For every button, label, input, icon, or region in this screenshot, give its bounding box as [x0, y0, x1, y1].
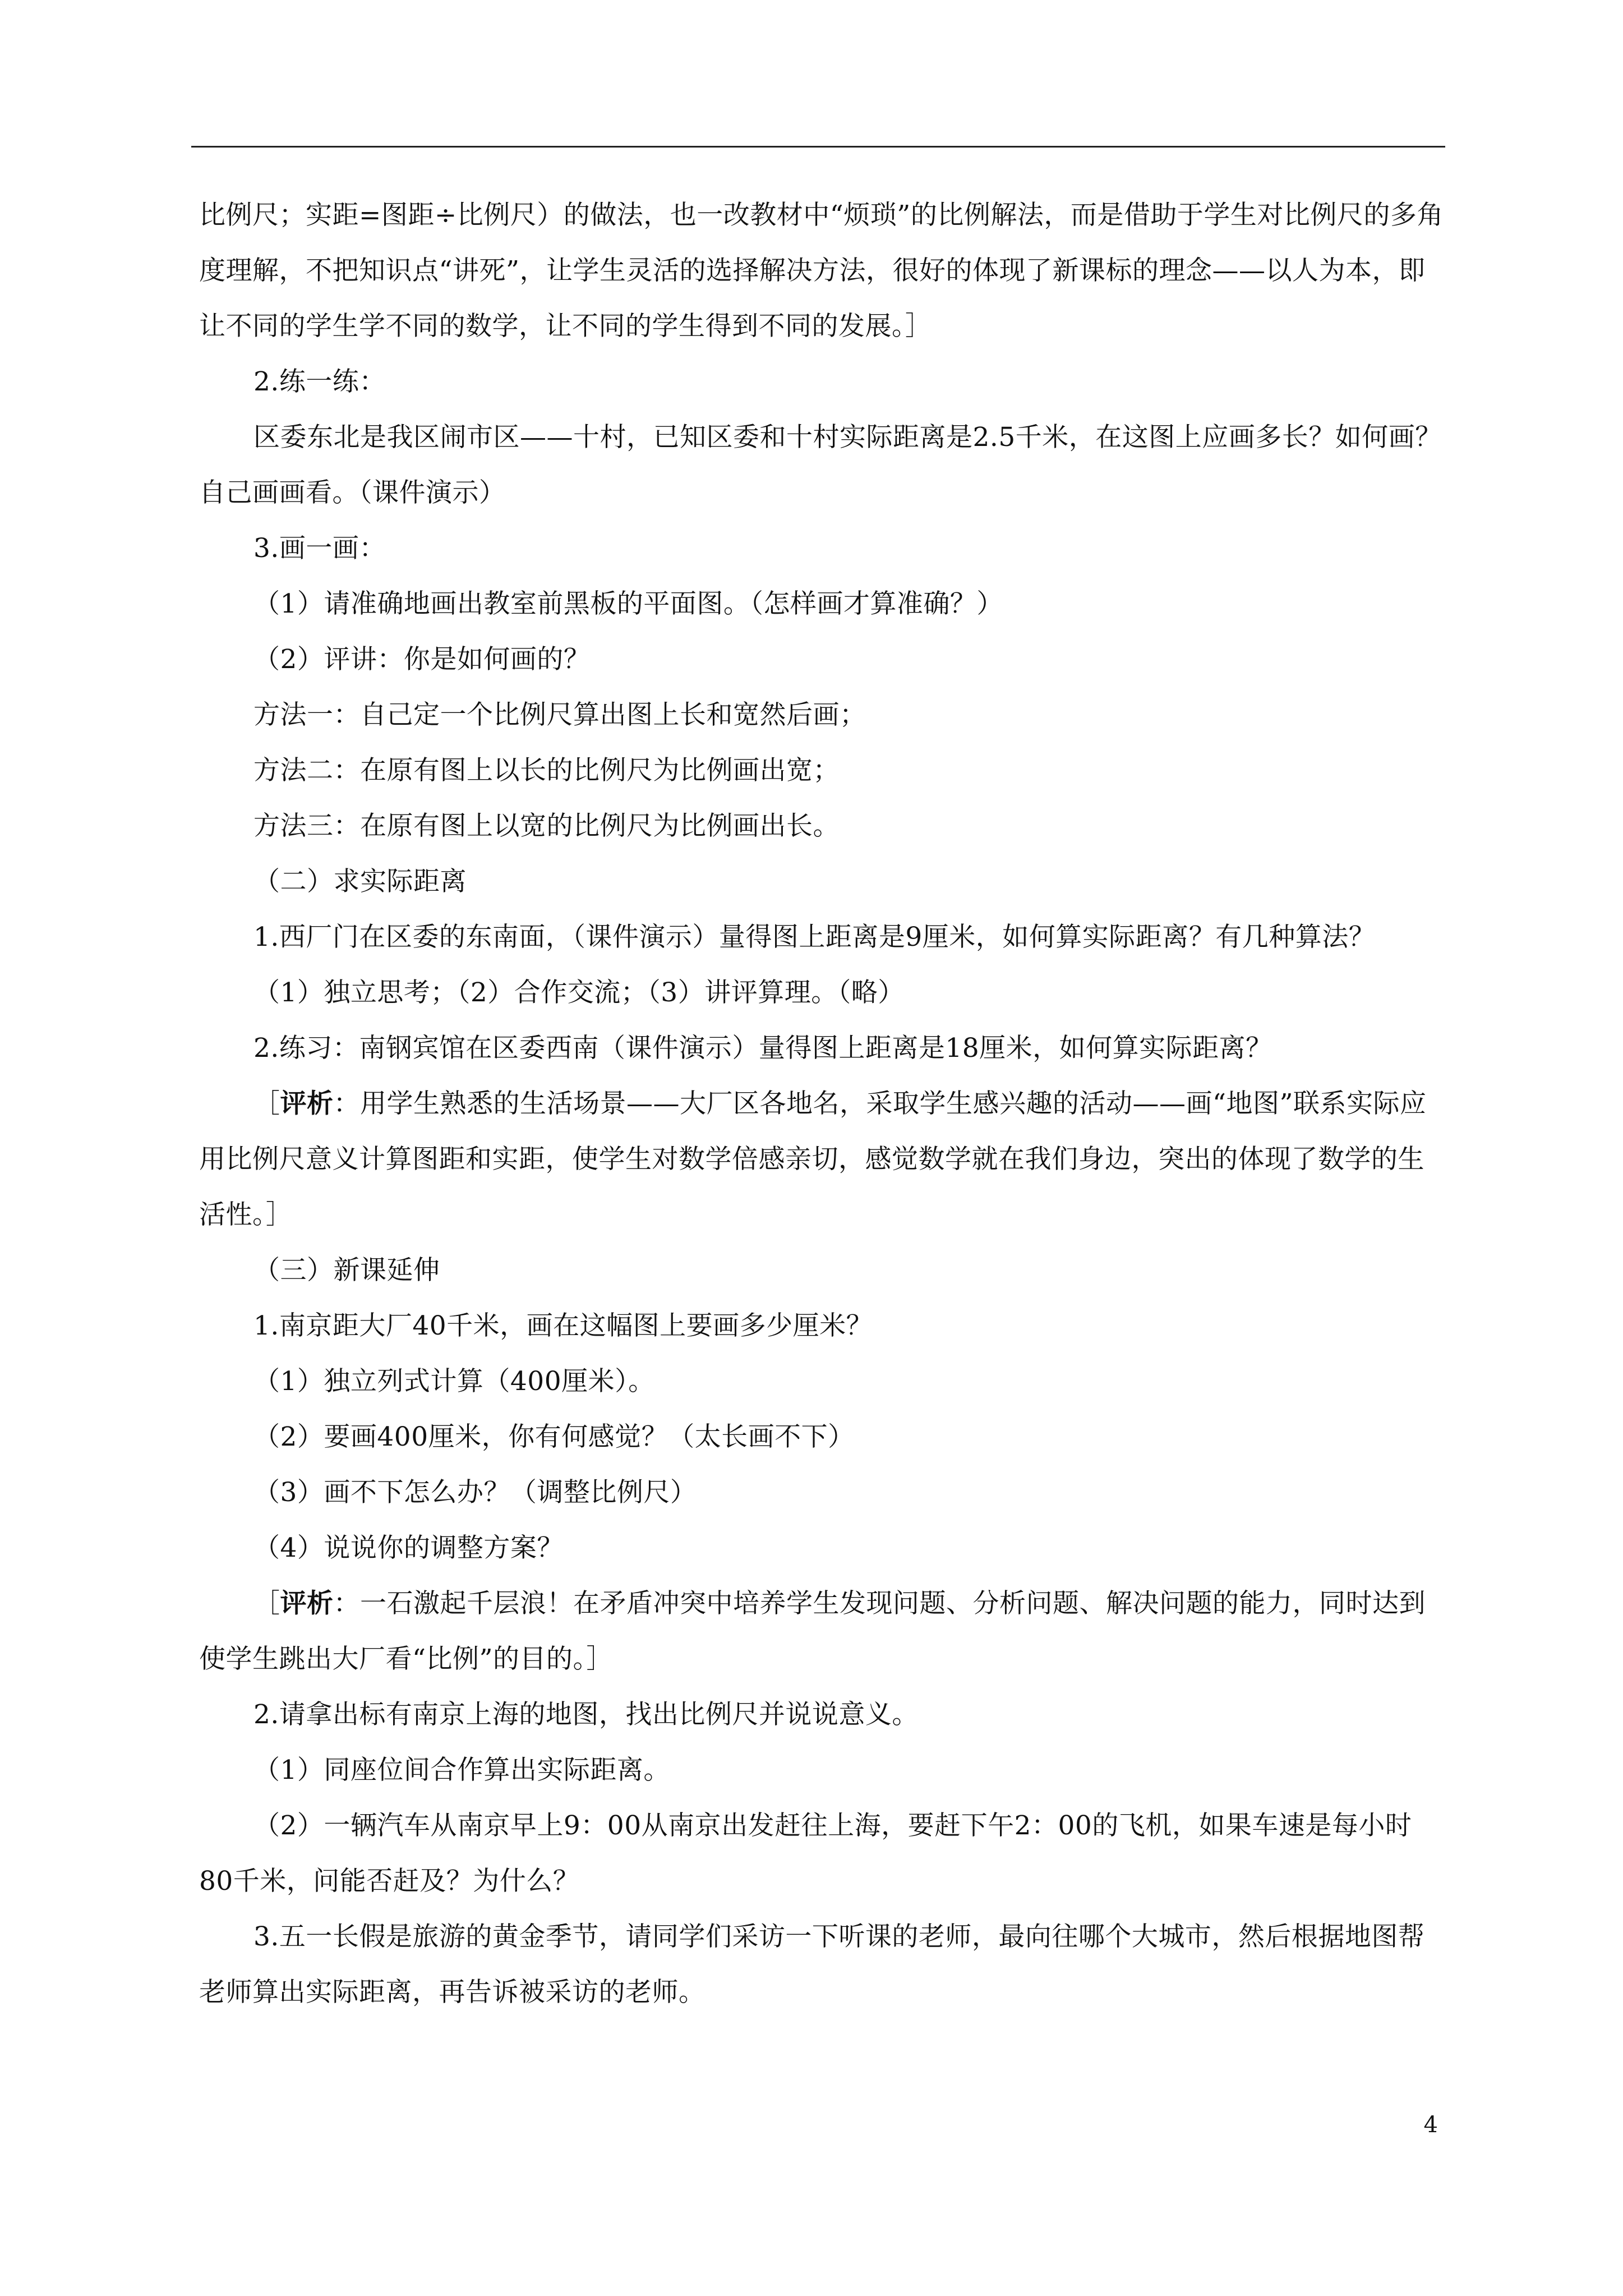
paragraph: （2）一辆汽车从南京早上9：00从南京出发赶往上海，要赶下午2：00的飞机，如果车速是每小时80千米，问能否赶及？为什么？ [199, 1810, 1412, 1897]
paragraph: 2.请拿出标有南京上海的地图，找出比例尺并说说意义。 [253, 1699, 919, 1730]
paragraph: 方法一：自己定一个比例尺算出图上长和宽然后画； [253, 700, 866, 730]
commentary-text: ：用学生熟悉的生活场景——大厂区各地名，采取学生感兴趣的活动——画“地图”联系实际应用比例尺意义计算图距和实距，使学生对数学倍感亲切，感觉数学就在我们身边，突出的体现了数学的生活性。］ [199, 1088, 1427, 1230]
paragraph: （2）要画400厘米，你有何感觉？（太长画不下） [253, 1421, 855, 1452]
commentary-text: ：一石激起千层浪！在矛盾冲突中培养学生发现问题、分析问题、解决问题的能力，同时达到使学生跳出大厂看“比例”的目的。］ [199, 1588, 1426, 1674]
commentary-paragraph [199, 1076, 1444, 1243]
paragraph: 1.南京距大厂40千米，画在这幅图上要画多少厘米？ [253, 1310, 873, 1341]
commentary-paragraph [199, 1576, 1444, 1687]
paragraph: 3.画一画： [253, 533, 386, 564]
bracket: ［ [253, 1588, 280, 1619]
paragraph: 区委东北是我区闹市区——十村，已知区委和十村实际距离是2.5千米，在这图上应画多长？如何画？自己画画看。（课件演示） [199, 422, 1442, 508]
paragraph: （3）画不下怎么办？（调整比例尺） [253, 1477, 697, 1508]
paragraph: 2.练一练： [253, 366, 386, 397]
paragraph: （2）评讲：你是如何画的？ [253, 644, 591, 675]
section-heading: （三）新课延伸 [253, 1255, 440, 1286]
paragraph: （1）请准确地画出教室前黑板的平面图。（怎样画才算准确？） [253, 588, 1003, 619]
paragraph: （4）说说你的调整方案？ [253, 1533, 564, 1563]
paragraph: （1）独立列式计算（400厘米）。 [253, 1366, 655, 1397]
paragraph: 1.西厂门在区委的东南面，（课件演示）量得图上距离是9厘米，如何算实际距离？有几种算法？ [253, 922, 1376, 953]
paragraph: （1）独立思考；（2）合作交流；（3）讲评算理。（略） [253, 977, 905, 1008]
paragraph: 比例尺；实距=图距÷比例尺）的做法，也一改教材中“烦琐”的比例解法，而是借助于学生对比例尺的多角度理解，不把知识点“讲死”，让学生灵活的选择解决方法，很好的体现了新课标的理念——以人为本，即让不同的学生学不同的数学，让不同的学生得到不同的发展。］ [199, 200, 1444, 342]
paragraph: 方法二：在原有图上以长的比例尺为比例画出宽； [253, 755, 840, 786]
document-body [199, 187, 1444, 2020]
commentary-label: 评析 [280, 1088, 334, 1119]
page-number: 4 [1423, 2112, 1438, 2138]
paragraph: 方法三：在原有图上以宽的比例尺为比例画出长。 [253, 811, 840, 841]
paragraph: 2.练习：南钢宾馆在区委西南（课件演示）量得图上距离是18厘米，如何算实际距离？ [253, 1033, 1272, 1064]
paragraph: 3.五一长假是旅游的黄金季节，请同学们采访一下听课的老师，最向往哪个大城市，然后根据地图帮老师算出实际距离，再告诉被采访的老师。 [199, 1921, 1425, 2008]
bracket: ［ [253, 1088, 280, 1119]
commentary-label: 评析 [280, 1588, 334, 1619]
header-rule [191, 146, 1445, 148]
paragraph: （1）同座位间合作算出实际距离。 [253, 1755, 670, 1786]
section-heading: （二）求实际距离 [253, 866, 467, 897]
